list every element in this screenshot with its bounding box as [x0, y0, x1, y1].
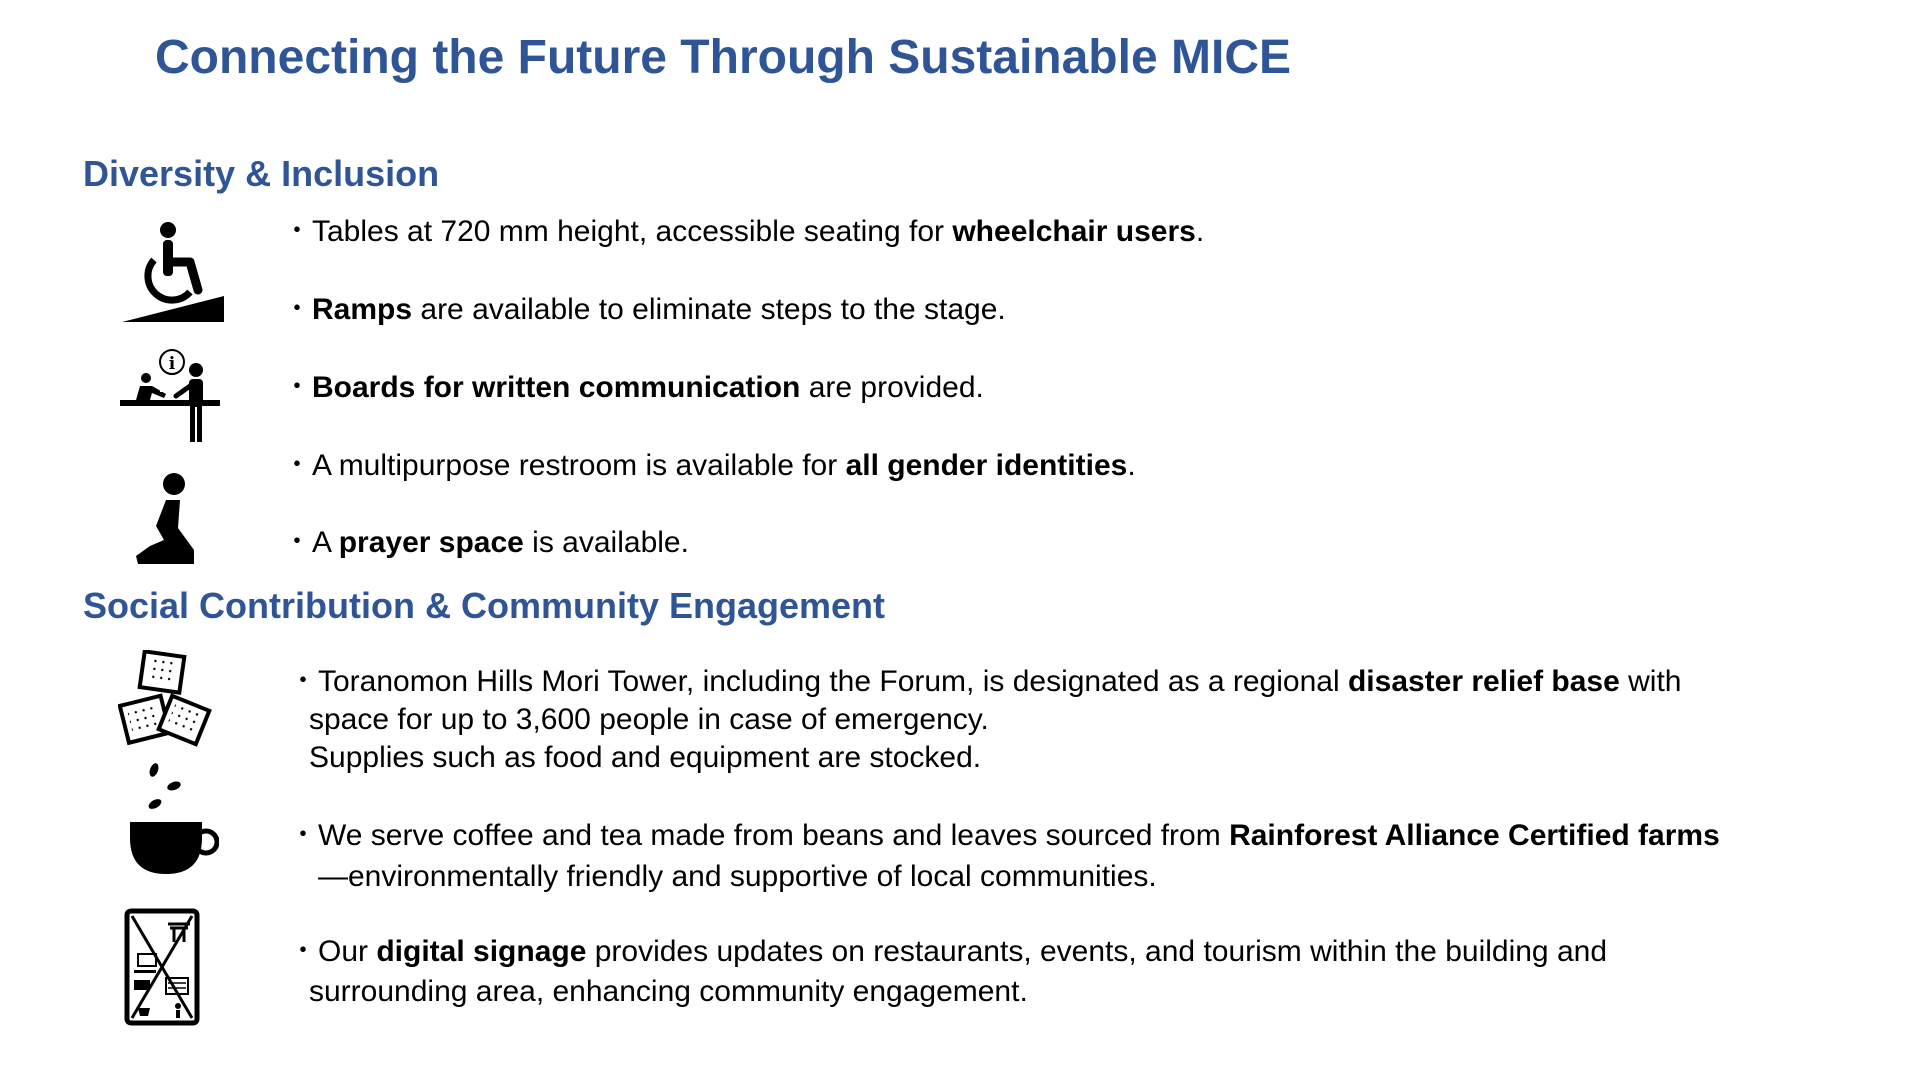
- bullet-prayer: ・A prayer space is available.: [282, 526, 689, 559]
- bullet-ramps: ・Ramps are available to eliminate steps to the stage.: [282, 293, 1006, 326]
- bullet-digital-signage: ・Our digital signage provides updates on restaurants, events, and tourism within the building and surrounding area, enhancing community engagement.: [288, 935, 1608, 1008]
- wheelchair-ramp-icon: [118, 220, 228, 325]
- section-heading-diversity: Diversity & Inclusion: [83, 153, 440, 194]
- bullet-boards: ・Boards for written communication are provided.: [282, 371, 984, 404]
- information-desk-icon: [120, 348, 230, 448]
- coffee-cup-icon: [124, 760, 219, 875]
- section-heading-social: Social Contribution & Community Engagement: [83, 585, 886, 626]
- emergency-crackers-icon: [118, 650, 213, 750]
- bullet-wheelchair: ・Tables at 720 mm height, accessible seating for wheelchair users.: [282, 215, 1205, 248]
- digital-signage-icon: [124, 908, 202, 1028]
- bullet-disaster-relief: ・Toranomon Hills Mori Tower, including the Forum, is designated as a regional disaster relief base with space for up to 3,600 people in case of emergency. Supplies such as food and equipment are stocked.: [288, 665, 1682, 774]
- prayer-person-icon: [130, 470, 200, 570]
- bullet-coffee: ・We serve coffee and tea made from beans and leaves sourced from Rainforest Alliance Certified farms —environmentally friendly and supportive of local communities.: [288, 819, 1720, 893]
- page-title: Connecting the Future Through Sustainable MICE: [155, 31, 1291, 84]
- svg-text:i: i: [168, 354, 176, 374]
- bullet-restroom: ・A multipurpose restroom is available for all gender identities.: [282, 449, 1136, 482]
